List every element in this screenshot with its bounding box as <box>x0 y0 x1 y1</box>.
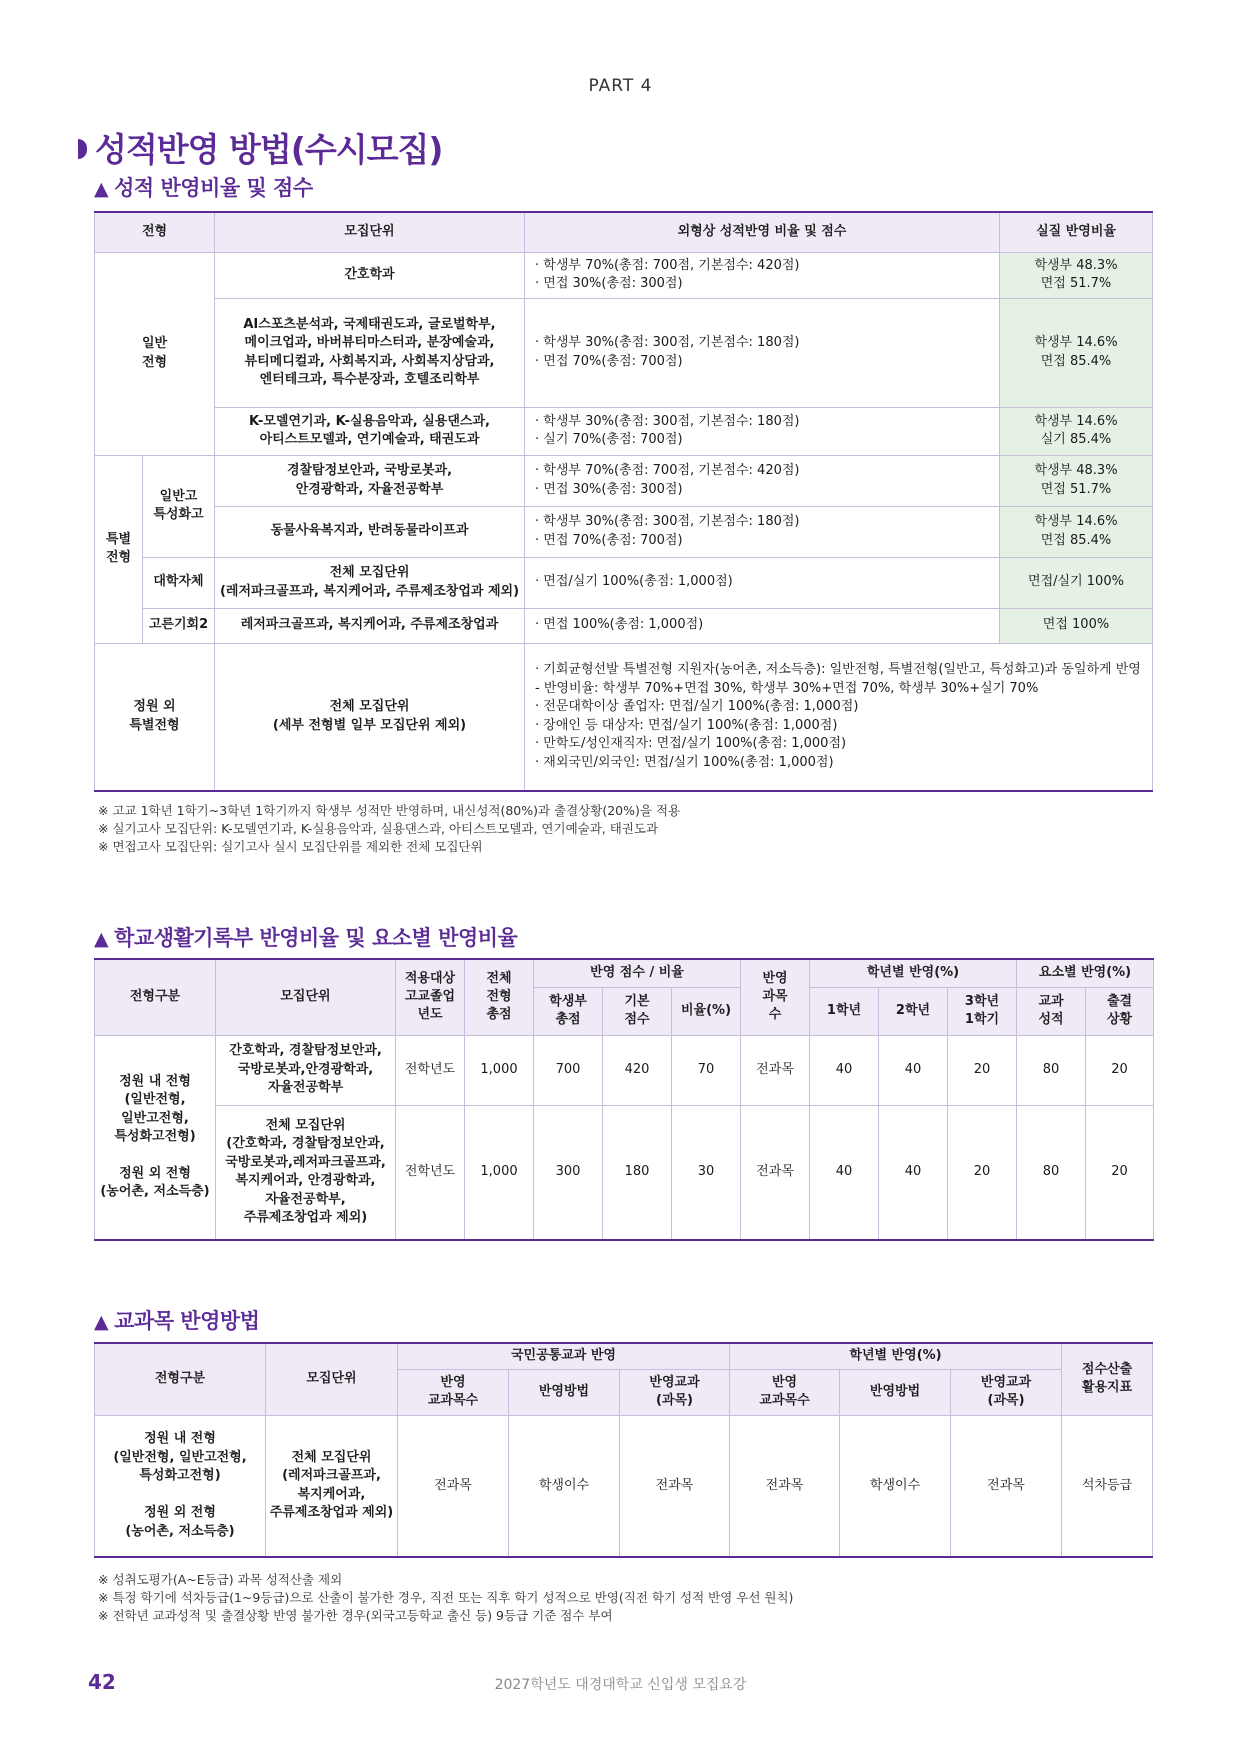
table-row <box>95 407 1153 455</box>
school-record-table <box>94 958 1154 1241</box>
type-cell: 정원 내 전형 (일반전형, 일반고전형, 특성화고전형) 정원 외 전형 (농어촌, 저소득층) <box>95 1415 266 1557</box>
note: ※ 고교 1학년 1학기~3학년 1학기까지 학생부 성적만 반영하며, 내신성적(80%)과 출결상황(20%)을 적용 <box>98 803 681 818</box>
base-cell: 180 <box>603 1105 672 1240</box>
ratio-cell: · 학생부 70%(총점: 700점, 기본점수: 420점) · 면접 30%(총점: 300점) <box>525 455 1000 506</box>
unit-cell: 전체 모집단위 (간호학과, 경찰탐정보안과, 국방로봇과,레저파크골프과, 복지케어과, 안경광학과, 자율전공학부, 주류제조창업과 제외) <box>216 1105 396 1240</box>
h-unit: 모집단위 <box>216 959 396 1035</box>
h-grade: 학년별 반영(%) <box>810 959 1017 987</box>
g1-cell: 40 <box>810 1105 879 1240</box>
h-subject: 반영교과 (과목) <box>951 1369 1062 1415</box>
sub-equal: 고른기회2 <box>143 608 215 643</box>
note: ※ 면접고사 모집단위: 실기고사 실시 모집단위를 제외한 전체 모집단위 <box>98 839 483 854</box>
h-method: 반영방법 <box>509 1369 620 1415</box>
h-subject: 반영교과 (과목) <box>620 1369 730 1415</box>
triangle-icon: ▲ <box>94 1311 109 1333</box>
section1-heading <box>94 172 313 202</box>
group-outside: 정원 외 특별전형 <box>95 643 215 791</box>
h-type: 전형구분 <box>95 959 216 1035</box>
table-row <box>95 506 1153 557</box>
unit-cell: 전체 모집단위 (레저파크골프과, 복지케어과, 주류제조창업과 제외) <box>215 557 525 608</box>
base-cell: 420 <box>603 1035 672 1105</box>
grades-cell: 80 <box>1017 1035 1086 1105</box>
value-cell: 전과목 <box>398 1415 509 1557</box>
subjects-cell: 전과목 <box>741 1105 810 1240</box>
real-cell: 학생부 14.6% 면접 85.4% <box>1000 506 1153 557</box>
section2-heading-text: 학교생활기록부 반영비율 및 요소별 반영비율 <box>114 926 518 950</box>
value-cell: 전과목 <box>951 1415 1062 1557</box>
page-title <box>78 124 442 171</box>
h-method: 반영방법 <box>840 1369 951 1415</box>
part-label: PART 4 <box>588 76 653 96</box>
section3-heading-text: 교과목 반영방법 <box>114 1309 260 1333</box>
g3-cell: 20 <box>948 1105 1017 1240</box>
section2-heading <box>94 922 517 952</box>
ratio-cell: · 면접/실기 100%(총점: 1,000점) <box>525 557 1000 608</box>
section3-notes <box>98 1571 793 1625</box>
header-real: 실질 반영비율 <box>1000 212 1153 252</box>
g3-cell: 20 <box>948 1035 1017 1105</box>
header-unit: 모집단위 <box>215 212 525 252</box>
unit-cell: K-모델연기과, K-실용음악과, 실용댄스과, 아티스트모델과, 연기예술과, 태권도과 <box>215 407 525 455</box>
triangle-icon: ▲ <box>94 928 109 950</box>
table-row <box>95 608 1153 643</box>
h-ratio: 비율(%) <box>672 987 741 1035</box>
unit-cell: 레저파크골프과, 복지케어과, 주류제조창업과 <box>215 608 525 643</box>
real-cell: 면접/실기 100% <box>1000 557 1153 608</box>
h-g2: 2학년 <box>879 987 948 1035</box>
unit-cell: 간호학과 <box>215 252 525 298</box>
page-number: 42 <box>88 1670 116 1694</box>
unit-cell: 전체 모집단위 (세부 전형별 일부 모집단위 제외) <box>215 643 525 791</box>
page-title-text: 성적반영 방법(수시모집) <box>95 130 443 169</box>
total-cell: 1,000 <box>465 1105 534 1240</box>
h-attend: 출결 상황 <box>1086 987 1154 1035</box>
header-type: 전형 <box>95 212 215 252</box>
unit-cell: AI스포츠분석과, 국제태권도과, 글로벌학부, 메이크업과, 바버뷰티마스터과, 분장예술과, 뷰티메디컬과, 사회복지과, 사회복지상담과, 엔터테크과, 특수분장과, 호텔조리학부 <box>215 298 525 407</box>
title-bullet-icon <box>78 139 87 159</box>
value-cell: 전과목 <box>620 1415 730 1557</box>
h-total: 전체 전형 총점 <box>465 959 534 1035</box>
grades-cell: 80 <box>1017 1105 1086 1240</box>
section1-notes <box>98 802 680 856</box>
unit-cell: 경찰탐정보안과, 국방로봇과, 안경광학과, 자율전공학부 <box>215 455 525 506</box>
school-cell: 300 <box>534 1105 603 1240</box>
table-row <box>95 1035 1154 1105</box>
table-row <box>95 1415 1153 1557</box>
ratio-cell: · 기회균형선발 특별전형 지원자(농어촌, 저소득층): 일반전형, 특별전형(일반고, 특성화고)과 동일하게 반영 - 반영비율: 학생부 70%+면접 30%, 학생부 30%+면접 70%, 학생부 30%+실기 70% · 전문대학이상 졸업자: 면접/실기 100%(총점: 1,000점) · 장애인 등 대상자: 면접/실기 100%(총점: 1,000점) · 만학도/성인재직자: 면접/실기 100%(총점: 1,000점) · 재외국민/외국인: 면접/실기 100%(총점: 1,000점) <box>525 643 1153 791</box>
h-count: 반영 교과목수 <box>398 1369 509 1415</box>
real-cell: 학생부 14.6% 면접 85.4% <box>1000 298 1153 407</box>
group-general: 일반 전형 <box>95 252 215 455</box>
footer-text: 2027학년도 대경대학교 신입생 모집요강 <box>494 1677 747 1693</box>
subject-method-table <box>94 1342 1153 1558</box>
section3-heading <box>94 1305 259 1335</box>
note: ※ 성취도평가(A~E등급) 과목 성적산출 제외 <box>98 1572 343 1587</box>
ratio-cell: · 학생부 70%(총점: 700점, 기본점수: 420점) · 면접 30%(총점: 300점) <box>525 252 1000 298</box>
h-grade: 학년별 반영(%) <box>730 1343 1062 1369</box>
ratio-cell: · 학생부 30%(총점: 300점, 기본점수: 180점) · 면접 70%(총점: 700점) <box>525 298 1000 407</box>
ratio-cell: · 학생부 30%(총점: 300점, 기본점수: 180점) · 면접 70%(총점: 700점) <box>525 506 1000 557</box>
h-target: 적용대상 고교졸업 년도 <box>396 959 465 1035</box>
h-unit: 모집단위 <box>266 1343 398 1415</box>
h-grades: 교과 성적 <box>1017 987 1086 1035</box>
total-cell: 1,000 <box>465 1035 534 1105</box>
h-elem: 요소별 반영(%) <box>1017 959 1154 987</box>
g2-cell: 40 <box>879 1105 948 1240</box>
value-cell: 학생이수 <box>840 1415 951 1557</box>
note: ※ 전학년 교과성적 및 출결상황 반영 불가한 경우(외국고등학교 출신 등) 9등급 기준 점수 부여 <box>98 1608 613 1623</box>
real-cell: 학생부 14.6% 실기 85.4% <box>1000 407 1153 455</box>
note: ※ 실기고사 모집단위: K-모델연기과, K-실용음악과, 실용댄스과, 아티스트모델과, 연기예술과, 태권도과 <box>98 821 659 836</box>
g2-cell: 40 <box>879 1035 948 1105</box>
real-cell: 학생부 48.3% 면접 51.7% <box>1000 252 1153 298</box>
ratio-cell: · 학생부 30%(총점: 300점, 기본점수: 180점) · 실기 70%(총점: 700점) <box>525 407 1000 455</box>
h-base: 기본 점수 <box>603 987 672 1035</box>
table-row <box>95 1105 1154 1240</box>
header-ratio: 외형상 성적반영 비율 및 점수 <box>525 212 1000 252</box>
h-type: 전형구분 <box>95 1343 266 1415</box>
ratio-cell: 70 <box>672 1035 741 1105</box>
h-g3: 3학년 1학기 <box>948 987 1017 1035</box>
table-row <box>95 252 1153 298</box>
h-g1: 1학년 <box>810 987 879 1035</box>
table-row <box>95 557 1153 608</box>
real-cell: 면접 100% <box>1000 608 1153 643</box>
g1-cell: 40 <box>810 1035 879 1105</box>
section1-heading-text: 성적 반영비율 및 점수 <box>114 176 313 200</box>
h-count: 반영 교과목수 <box>730 1369 840 1415</box>
target-cell: 전학년도 <box>396 1105 465 1240</box>
h-score-use: 점수산출 활용지표 <box>1062 1343 1153 1415</box>
sub-general-school: 일반고 특성화고 <box>143 455 215 557</box>
value-cell: 학생이수 <box>509 1415 620 1557</box>
h-common: 국민공통교과 반영 <box>398 1343 730 1369</box>
table-row <box>95 643 1153 791</box>
target-cell: 전학년도 <box>396 1035 465 1105</box>
unit-cell: 간호학과, 경찰탐정보안과, 국방로봇과,안경광학과, 자율전공학부 <box>216 1035 396 1105</box>
triangle-icon: ▲ <box>94 178 109 200</box>
type-cell: 정원 내 전형 (일반전형, 일반고전형, 특성화고전형) 정원 외 전형 (농어촌, 저소득층) <box>95 1035 216 1240</box>
ratio-cell: 30 <box>672 1105 741 1240</box>
attend-cell: 20 <box>1086 1035 1154 1105</box>
h-school-total: 학생부 총점 <box>534 987 603 1035</box>
attend-cell: 20 <box>1086 1105 1154 1240</box>
value-cell: 전과목 <box>730 1415 840 1557</box>
note: ※ 특정 학기에 석차등급(1~9등급)으로 산출이 불가한 경우, 직전 또는 직후 학기 성적으로 반영(직전 학기 성적 반영 우선 원칙) <box>98 1590 794 1605</box>
subjects-cell: 전과목 <box>741 1035 810 1105</box>
h-score: 반영 점수 / 비율 <box>534 959 741 987</box>
ratio-cell: · 면접 100%(총점: 1,000점) <box>525 608 1000 643</box>
score-ratio-table <box>94 211 1153 792</box>
sub-univ: 대학자체 <box>143 557 215 608</box>
h-subjects: 반영 과목 수 <box>741 959 810 1035</box>
value-cell: 석차등급 <box>1062 1415 1153 1557</box>
unit-cell: 전체 모집단위 (레저파크골프과, 복지케어과, 주류제조창업과 제외) <box>266 1415 398 1557</box>
table-row <box>95 298 1153 407</box>
real-cell: 학생부 48.3% 면접 51.7% <box>1000 455 1153 506</box>
unit-cell: 동물사육복지과, 반려동물라이프과 <box>215 506 525 557</box>
group-special: 특별 전형 <box>95 455 143 643</box>
table-row <box>95 455 1153 506</box>
school-cell: 700 <box>534 1035 603 1105</box>
